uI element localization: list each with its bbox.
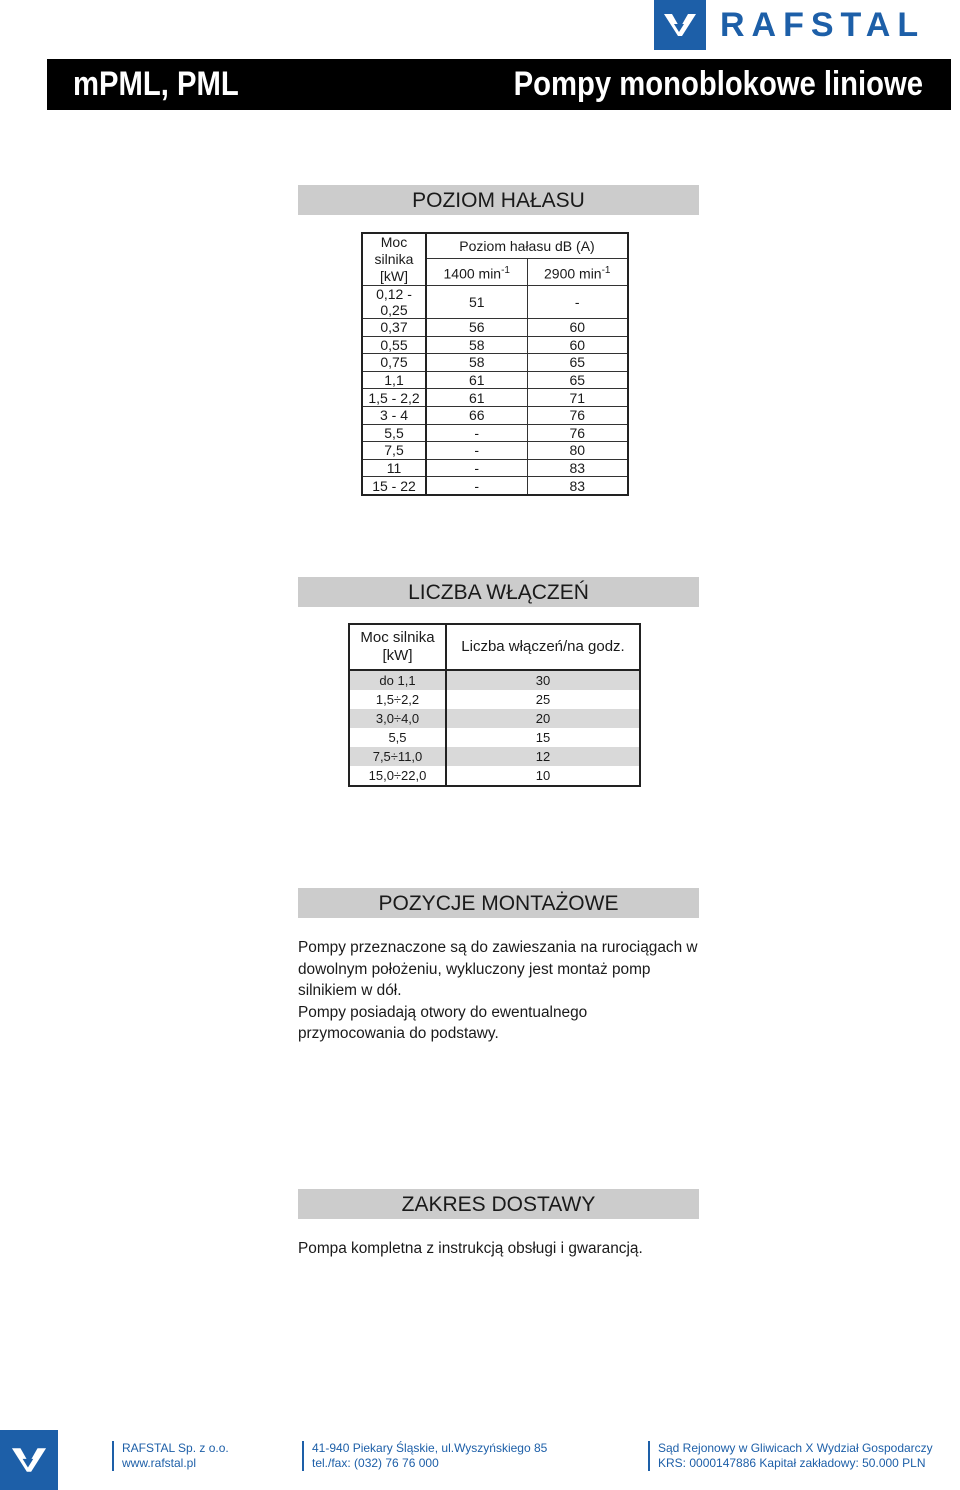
starts-cell: 10	[535, 768, 551, 783]
noise-cell: 0,12 - 0,25	[362, 286, 426, 319]
noise-cell: 1,1	[362, 371, 426, 389]
table-row	[362, 389, 628, 407]
noise-cell: 0,55	[362, 336, 426, 354]
brand-name: RAFSTAL	[720, 5, 926, 44]
noise-cell: 15 - 22	[362, 477, 426, 495]
noise-cell: 60	[527, 336, 628, 354]
noise-col-rpm1: 1400 $\min^{-1}$	[426, 258, 527, 285]
noise-cell: 5,5	[362, 424, 426, 442]
noise-cell: 80	[527, 442, 628, 460]
noise-cell: 83	[527, 477, 628, 495]
footer-company	[112, 1441, 229, 1471]
noise-cell: -	[527, 286, 628, 319]
starts-cell: 15,0÷22,0	[349, 766, 446, 786]
footer-phone: tel./fax: (032) 76 76 000	[312, 1456, 439, 1470]
noise-col-level: Poziom hałasu dB (A)	[426, 233, 628, 258]
starts-table	[348, 623, 641, 787]
noise-cell: 58	[426, 336, 527, 354]
table-row	[362, 459, 628, 477]
footer-logo-icon	[0, 1430, 58, 1490]
title-bar	[47, 59, 951, 110]
table-row	[362, 286, 628, 319]
starts-cell: do 1,1	[349, 670, 446, 690]
footer-court: Sąd Rejonowy w Gliwicach X Wydział Gospodarczy	[658, 1441, 933, 1455]
noise-cell: 7,5	[362, 442, 426, 460]
starts-cell: 12	[446, 747, 640, 766]
table-row	[362, 336, 628, 354]
noise-cell: 0,75	[362, 354, 426, 372]
table-row	[349, 709, 640, 728]
noise-cell: 58	[426, 354, 527, 372]
noise-cell: -	[426, 459, 527, 477]
starts-cell: 30	[446, 670, 640, 690]
starts-cell: 3,0÷4,0	[349, 709, 446, 728]
starts-cell: 25	[535, 692, 551, 707]
noise-cell: -	[426, 442, 527, 460]
table-row	[362, 406, 628, 424]
table-row	[362, 477, 628, 495]
brand-logo-icon	[654, 0, 706, 50]
table-row	[349, 690, 640, 709]
noise-cell: 60	[527, 319, 628, 337]
footer-legal	[648, 1441, 933, 1471]
noise-cell: 83	[527, 459, 628, 477]
noise-cell: 0,37	[362, 319, 426, 337]
starts-col-starts: Liczba włączeń/na godz.	[446, 624, 640, 670]
starts-cell: 20	[446, 709, 640, 728]
starts-cell: 1,5÷2,2	[349, 690, 446, 709]
table-row	[362, 319, 628, 337]
noise-col-power: Moc silnika [kW]	[362, 233, 426, 286]
table-row	[349, 728, 640, 747]
footer-website-link[interactable]: www.rafstal.pl	[122, 1456, 197, 1470]
delivery-text	[298, 1238, 698, 1260]
noise-cell: 66	[426, 406, 527, 424]
table-row	[362, 371, 628, 389]
noise-cell: 76	[527, 424, 628, 442]
noise-cell: 65	[527, 354, 628, 372]
footer-krs: KRS: 0000147886 Kapitał zakładowy: 50.000 PLN	[658, 1456, 926, 1470]
mounting-text	[298, 937, 698, 1045]
starts-cell: 7,5÷11,0	[349, 747, 446, 766]
noise-cell: -	[426, 477, 527, 495]
brand-logo	[654, 0, 925, 50]
noise-col-rpm2: 2900 $\min^{-1}$	[527, 258, 628, 285]
noise-cell: 3 - 4	[362, 406, 426, 424]
table-row	[349, 670, 640, 690]
section-noise-title: POZIOM HAŁASU	[298, 185, 699, 215]
mounting-paragraph-2: Pompy posiadają otwory do ewentualnego przymocowania do podstawy.	[298, 1003, 588, 1042]
footer-address	[302, 1441, 547, 1471]
noise-cell: -	[426, 424, 527, 442]
mounting-paragraph-1: Pompy przeznaczone są do zawieszania na rurociągach w dowolnym położeniu, wykluczony jest montaż pomp silnikiem w dół.	[298, 939, 698, 999]
noise-cell: 1,5 - 2,2	[362, 389, 426, 407]
table-row	[362, 424, 628, 442]
noise-cell: 76	[527, 406, 628, 424]
noise-cell: 11	[362, 459, 426, 477]
table-row	[349, 747, 640, 766]
noise-cell: 56	[426, 319, 527, 337]
section-delivery-title: ZAKRES DOSTAWY	[298, 1189, 699, 1219]
footer-street: 41-940 Piekary Śląskie, ul.Wyszyńskiego 85	[312, 1441, 548, 1455]
noise-table	[361, 232, 629, 496]
starts-col-power: Moc silnika [kW]	[349, 624, 446, 670]
noise-cell: 61	[426, 389, 527, 407]
section-mounting-title: POZYCJE MONTAŻOWE	[298, 888, 699, 918]
noise-cell: 51	[426, 286, 527, 319]
table-row	[362, 354, 628, 372]
delivery-paragraph: Pompa kompletna z instrukcją obsługi i gwarancją.	[298, 1240, 643, 1257]
table-row	[362, 442, 628, 460]
noise-cell: 71	[527, 389, 628, 407]
noise-cell: 65	[527, 371, 628, 389]
section-starts-title: LICZBA WŁĄCZEŃ	[298, 577, 699, 607]
table-row	[349, 766, 640, 786]
starts-cell: 15	[535, 730, 551, 745]
product-code: mPML, PML	[73, 65, 239, 103]
product-title: Pompy monoblokowe liniowe	[513, 65, 923, 103]
noise-cell: 61	[426, 371, 527, 389]
footer-company-name: RAFSTAL Sp. z o.o.	[122, 1441, 229, 1455]
starts-cell: 5,5	[349, 728, 446, 747]
